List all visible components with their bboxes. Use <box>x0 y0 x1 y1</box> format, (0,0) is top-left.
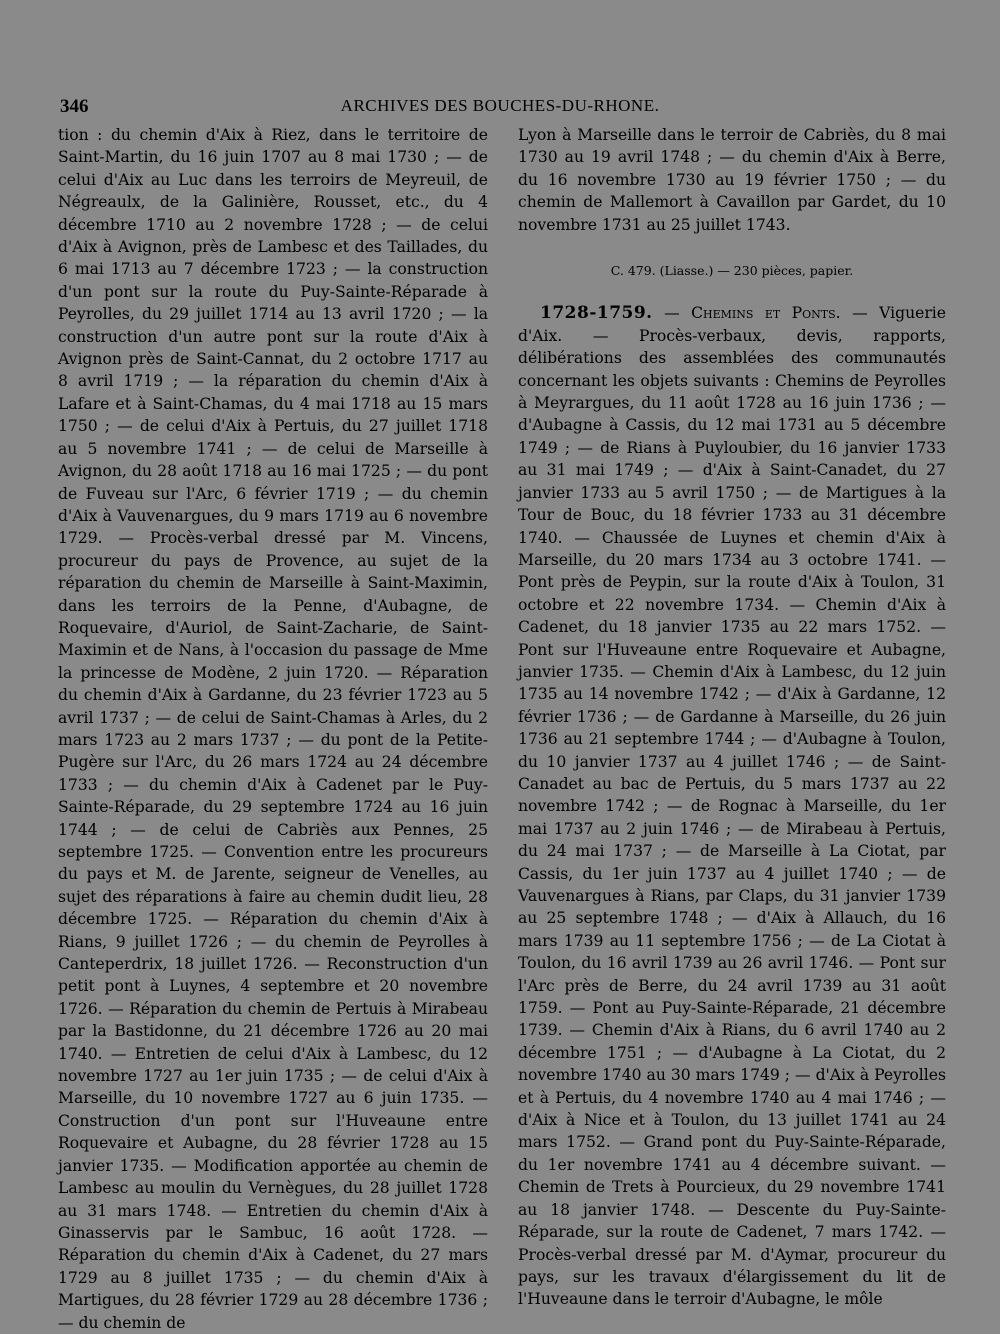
call-number: C. 479. (Liasse.) — 230 pièces, papier. <box>610 263 854 279</box>
left-column <box>58 124 488 1334</box>
page-number: 346 <box>60 96 89 117</box>
entry-date: 1728-1759. <box>540 303 653 324</box>
continuation-text: Lyon à Marseille dans le terroir de Cabriès, du 8 mai 1730 au 19 avril 1748 ; — du chemin d'Aix à Berre, du 16 novembre 1730 au 19 février 1750 ; — du chemin de Mallemort à Cavaillon par Gardet, du 10 novembre 1731 au 25 juillet 1743. <box>518 126 946 234</box>
entry-text: — Viguerie d'Aix. — Procès-verbaux, devis, rapports, délibérations des assemblées des communautés concernant les objets suivants : Chemins de Peyrolles à Meyrargues, du 11 août 1728 au 16 juin 1736 ; — d'Aubagne à Cassis, du 12 mai 1731 au 5 décembre 1749 ; — de Rians à Puyloubier, du 16 janvier 1733 au 31 mai 1749 ; — d'Aix à Saint-Canadet, du 27 janvier 1733 au 5 avril 1750 ; — de Martigues à la Tour de Bouc, du 18 février 1733 au 31 décembre 1740. — Chaussée de Luynes et chemin d'Aix à Marseille, du 20 mars 1734 au 3 octobre 1741. — Pont près de Peypin, sur la route d'Aix à Toulon, 31 octobre et 22 novembre 1734. — Chemin d'Aix à Cadenet, du 18 janvier 1735 au 22 mars 1752. — Pont sur l'Huveaune entre Roquevaire et Aubagne, janvier 1735. — Chemin d'Aix à Lambesc, du 12 juin 1735 au 14 novembre 1742 ; — d'Aix à Gardanne, 12 février 1736 ; — de Gardanne à Marseille, du 26 juin 1736 au 21 septembre 1744 ; — d'Aubagne à Toulon, du 10 janvier 1737 au 4 juillet 1746 ; — de Saint-Canadet au bac de Pertuis, du 5 mars 1737 au 22 novembre 1742 ; — de Rognac à Marseille, du 1er mai 1737 au 2 juin 1746 ; — de Mirabeau à Pertuis, du 24 mai 1737 ; — de Marseille à La Ciotat, par Cassis, du 1er juin 1737 au 4 juillet 1740 ; — de Vauvenargues à Rians, par Claps, du 31 janvier 1739 au 25 septembre 1748 ; — d'Aix à Allauch, du 16 mars 1739 au 11 septembre 1756 ; — de La Ciotat à Toulon, du 16 avril 1739 au 26 avril 1746. — Pont sur l'Arc près de Berre, du 24 avril 1739 au 31 août 1759. — Pont au Puy-Sainte-Réparade, 21 décembre 1739. — Chemin d'Aix à Rians, du 6 avril 1740 au 2 décembre 1751 ; — d'Aubagne à La Ciotat, du 2 novembre 1740 au 30 mars 1749 ; — d'Aix à Peyrolles et à Pertuis, du 4 novembre 1740 au 4 mai 1746 ; — d'Aix à Nice et à Toulon, du 13 juillet 1741 au 24 mars 1752. — Grand pont du Puy-Sainte-Réparade, du 1er novembre 1741 au 4 décembre suivant. — Chemin de Trets à Pourcieux, du 29 novembre 1741 au 18 janvier 1748. — Descente du Puy-Sainte-Réparade, sur la route de Cadenet, 7 mars 1742. — Procès-verbal dressé par M. d'Aymar, procureur du pays, sur les travaux d'élargissement du lit de l'Huveaune dans le terroir d'Aubagne, le môle <box>518 304 947 1309</box>
running-title: ARCHIVES DES BOUCHES-DU-RHONE. <box>340 96 660 115</box>
left-column-text: tion : du chemin d'Aix à Riez, dans le territoire de Saint-Martin, du 16 juin 1707 au 8 mai 1730 ; — de celui d'Aix au Luc dans les terroirs de Meyreuil, de Négreaulx, de la Galinière, Rousset, etc., du 4 décembre 1710 au 2 novembre 1728 ; — de celui d'Aix à Avignon, près de Lambesc et des Taillades, du 6 mai 1713 au 7 décembre 1723 ; — la construction d'un pont sur la route du Puy-Sainte-Réparade à Peyrolles, du 29 juillet 1714 au 13 avril 1720 ; — la construction d'un autre pont sur la route d'Aix à Avignon près de Saint-Cannat, du 2 octobre 1717 au 8 avril 1719 ; — la réparation du chemin d'Aix à Lafare et à Saint-Chamas, du 4 mai 1718 au 15 mars 1750 ; — de celui d'Aix à Pertuis, du 27 juillet 1718 au 5 novembre 1741 ; — de celui de Marseille à Avignon, du 28 août 1718 au 16 mai 1725 ; — du pont de Fuveau sur l'Arc, 6 février 1719 ; — du chemin d'Aix à Vauvenargues, du 9 mars 1719 au 6 novembre 1729. — Procès-verbal dressé par M. Vincens, procureur du pays de Provence, au sujet de la réparation du chemin de Marseille à Saint-Maximin, dans les terroirs de la Penne, d'Aubagne, de Roquevaire, d'Auriol, de Saint-Zacharie, de Saint-Maximin et de Nans, à l'occasion du passage de Mme la princesse de Modène, 2 juin 1720. — Réparation du chemin d'Aix à Gardanne, du 23 février 1723 au 5 avril 1737 ; — de celui de Saint-Chamas à Arles, du 2 mars 1723 au 2 mars 1737 ; — du pont de la Petite-Pugère sur l'Arc, du 26 mars 1724 au 24 décembre 1733 ; — du chemin d'Aix à Cadenet par le Puy-Sainte-Réparade, du 29 septembre 1724 au 16 juin 1744 ; — de celui de Cabriès aux Pennes, 25 septembre 1725. — Convention entre les procureurs du pays et M. de Jarente, seigneur de Venelles, au sujet des réparations à faire au chemin dudit lieu, 28 décembre 1725. — Réparation du chemin d'Aix à Rians, 9 juillet 1726 ; — du chemin de Peyrolles à Canteperdrix, 18 juillet 1726. — Reconstruction d'un petit pont à Luynes, 4 septembre et 20 novembre 1726. — Réparation du chemin de Pertuis à Mirabeau par la Bastidonne, du 21 décembre 1726 au 20 mai 1740. — Entretien de celui d'Aix à Lambesc, du 12 novembre 1727 au 1er juin 1735 ; — de celui d'Aix à Marseille, du 10 novembre 1727 au 6 juin 1735. — Construction d'un pont sur l'Huveaune entre Roquevaire et Aubagne, du 28 février 1728 au 15 janvier 1735. — Modification apportée au chemin de Lambesc au moulin du Vernègues, du 28 juillet 1728 au 31 mars 1748. — Entretien du chemin d'Aix à Ginasservis par le Sambuc, 16 août 1728. — Réparation du chemin d'Aix à Cadenet, du 27 mars 1729 au 8 juillet 1735 ; — du chemin d'Aix à Martigues, du 28 février 1729 au 28 décembre 1736 ; — du chemin de <box>58 126 488 1332</box>
right-column <box>518 124 946 1311</box>
page-header <box>60 96 940 122</box>
entry-paragraph <box>518 302 946 1310</box>
entry-heading: — Chemins et Ponts. <box>664 304 841 323</box>
